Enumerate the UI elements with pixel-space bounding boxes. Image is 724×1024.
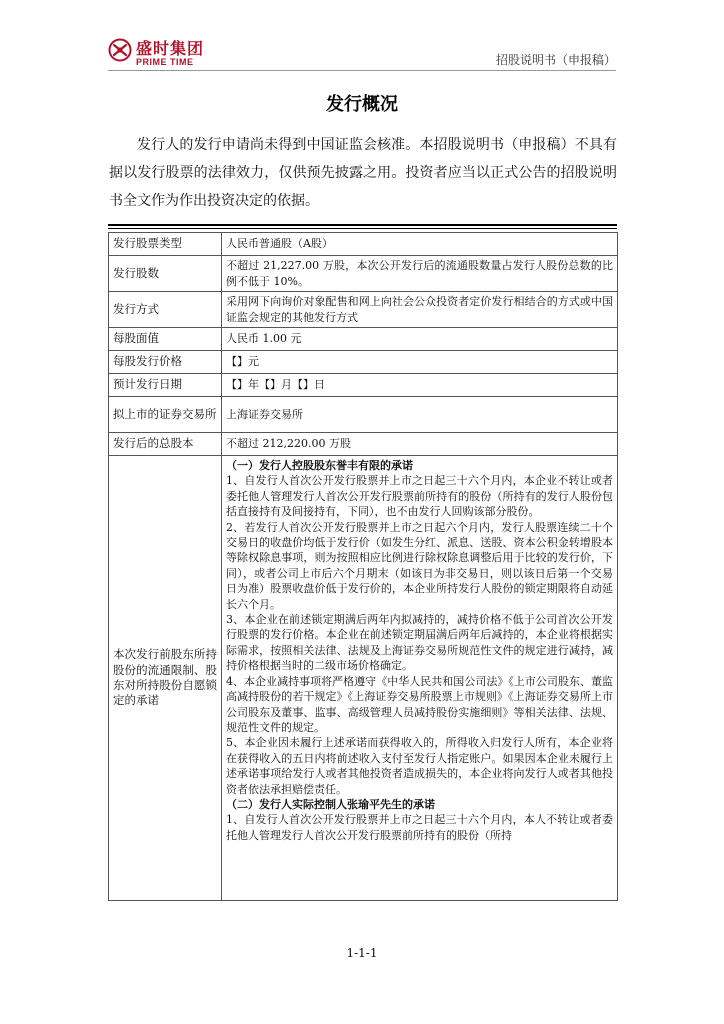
table-row bbox=[109, 292, 618, 328]
offering-overview-table bbox=[108, 232, 618, 901]
table-row bbox=[109, 397, 618, 433]
page-number: 1-1-1 bbox=[346, 946, 378, 960]
row-label: 拟上市的证券交易所 bbox=[109, 397, 222, 433]
row-label: 每股面值 bbox=[109, 328, 222, 351]
commitment-paragraph: 4、本企业减持事项将严格遵守《中华人民共和国公司法》《上市公司股东、董监高减持股份的若干规定》《上海证券交易所股票上市规则》《上海证券交易所上市公司股东及董事、监事、高级管理人员减持股份实施细则》等相关法律、法规、规范性文件的规定。 bbox=[226, 674, 613, 734]
commitment-paragraph: 3、本企业在前述锁定期满后两年内拟减持的，减持价格不低于公司首次公开发行股票的发行价格。本企业在前述锁定期届满后两年后减持的，本企业将根据实际需求，按照相关法律、法规及上海证券交易所规范性文件的规定进行减持，减持价格根据当时的二级市场价格确定。 bbox=[226, 613, 613, 673]
table-row bbox=[109, 374, 618, 397]
row-value: 不超过 212,220.00 万股 bbox=[222, 433, 618, 456]
page-title: 发行概况 bbox=[326, 94, 398, 115]
row-value: 人民币 1.00 元 bbox=[222, 328, 618, 351]
table-top-rule-thin bbox=[108, 228, 617, 229]
document-label: 招股说明书（申报稿） bbox=[495, 53, 616, 67]
row-value: 不超过 21,227.00 万股，本次公开发行后的流通股数量占发行人股份总数的比例不低于 10%。 bbox=[222, 256, 618, 292]
logo-emblem-icon bbox=[108, 38, 132, 62]
logo-text-cn: 盛时集团 bbox=[136, 39, 205, 58]
row-label: 发行股数 bbox=[109, 256, 222, 292]
row-value: 采用网下向询价对象配售和网上向社会公众投资者定价发行相结合的方式或中国证监会规定的其他发行方式 bbox=[222, 292, 618, 328]
section-title: （二）发行人实际控制人张瑜平先生的承诺 bbox=[226, 797, 435, 811]
table-row bbox=[109, 328, 618, 351]
intro-paragraph: 发行人的发行申请尚未得到中国证监会核准。本招股说明书（申报稿）不具有据以发行股票的法律效力，仅供预先披露之用。投资者应当以正式公告的招股说明书全文作为作出投资决定的依据。 bbox=[109, 137, 617, 209]
commitment-label: 本次发行前股东所持股份的流通限制、股东对所持股份自愿锁定的承诺 bbox=[109, 456, 222, 901]
row-value: 【】元 bbox=[222, 351, 618, 374]
row-value: 人民币普通股（A股） bbox=[222, 233, 618, 256]
commitment-paragraph: 2、若发行人首次公开发行股票并上市之日起六个月内，发行人股票连续二十个交易日的收盘价均低于发行价（如发生分红、派息、送股、资本公积金转增股本等除权除息事项，则为按照相应比例进行除权除息调整后用于比较的发行价，下同），或者公司上市后六个月期末（如该日为非交易日，则以该日后第一个交易日为准）股票收盘价低于发行价的，本企业所持发行人股份的锁定期限将自动延长六个月。 bbox=[226, 520, 613, 611]
row-value: 【】年【】月【】日 bbox=[222, 374, 618, 397]
commitment-content bbox=[222, 456, 618, 901]
table-row bbox=[109, 351, 618, 374]
commitment-paragraph: 1、自发行人首次公开发行股票并上市之日起三十六个月内，本企业不转让或者委托他人管理发行人首次公开发行股票前所持有的股份（所持有的发行人股份包括直接持有及间接持有，下同），也不由发行人回购该部分股份。 bbox=[226, 474, 613, 519]
commitment-paragraph: 5、本企业因未履行上述承诺而获得收入的，所得收入归发行人所有，本企业将在获得收入的五日内将前述收入支付至发行人指定账户。如果因本企业未履行上述承诺事项给发行人或者其他投资者造成损失的，本企业将向发行人或者其他投资者依法承担赔偿责任。 bbox=[226, 736, 613, 796]
logo-text-en: PRIME TIME bbox=[136, 57, 194, 67]
page-header bbox=[108, 34, 616, 70]
row-value: 上海证券交易所 bbox=[222, 397, 618, 433]
row-label: 发行方式 bbox=[109, 292, 222, 328]
table-row bbox=[109, 233, 618, 256]
row-label: 发行股票类型 bbox=[109, 233, 222, 256]
header-divider bbox=[108, 70, 616, 71]
commitment-paragraph: 1、自发行人首次公开发行股票并上市之日起三十六个月内，本人不转让或者委托他人管理发行人首次公开发行股票前所持有的股份（所持 bbox=[226, 813, 613, 842]
table-row bbox=[109, 256, 618, 292]
row-label: 预计发行日期 bbox=[109, 374, 222, 397]
row-label: 发行后的总股本 bbox=[109, 433, 222, 456]
table-row bbox=[109, 433, 618, 456]
commitment-row bbox=[109, 456, 618, 901]
table-top-rule bbox=[108, 224, 617, 226]
section-title: （一）发行人控股股东誉丰有限的承诺 bbox=[226, 459, 413, 472]
row-label: 每股发行价格 bbox=[109, 351, 222, 374]
